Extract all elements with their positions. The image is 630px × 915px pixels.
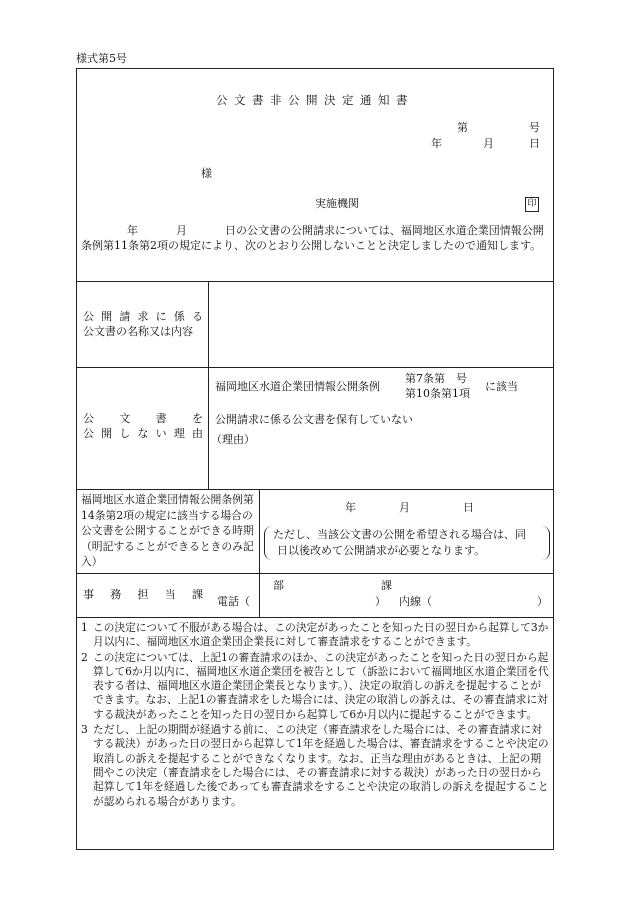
note-item: [81, 651, 549, 722]
reason-applicable: に該当: [485, 380, 518, 393]
period-day: 日: [463, 501, 474, 514]
note-text: この決定について不服がある場合は、この決定があったことを知った日の翌日から起算して3か月以内に、福岡地区水道企業団企業長に対して審査請求をすることができます。: [93, 621, 549, 649]
reason-label-line1: 公文書を: [83, 412, 203, 425]
intro-month: 月: [176, 224, 187, 237]
reason-article-1: 第7条第 号: [405, 372, 467, 385]
notice-form: [76, 68, 554, 850]
note-text: この決定については、上記1の審査請求のほか、この決定があったことを知った日の翌日から起算して6か月以内に、福岡地区水道企業団を被告として（訴訟において福岡地区水道企業団を代表する者は、福岡地区水道企業団企業長となります。）、決定の取消しの訴えを提起することができます。なお、上記1の審査請求をした場合には、決定の取消しの訴えは、その審査請求に対する裁決があったことを知った日の翌日から起算して6か月以内に提起することができます。: [93, 650, 549, 721]
doc-name-label-line2: 公文書の名称又は内容: [83, 325, 193, 338]
doc-name-field[interactable]: [211, 283, 551, 365]
note-item: [81, 621, 549, 650]
period-note-line1: ただし、当該公文書の公開を希望される場合は、同: [273, 528, 526, 541]
divider-row2: [77, 367, 553, 368]
date-day: 日: [529, 137, 540, 150]
note-number: 3: [81, 723, 88, 737]
contact-label: 事務担当課: [83, 588, 203, 601]
note-text: ただし、上記の期間が経過する前に、この決定（審査請求をした場合には、その審査請求に対する裁決）があった日の翌日から起算して1年を経過した場合は、審査請求をすることや決定の取消しの訴えを提起することができなくなります。なお、正当な理由があるときは、上記の期間やこの決定（審査請求をした場合には、その審査請求に対する裁決）があった日の翌日から起算して1年を経過した後であっても審査請求をすることや決定の取消しの訴えを提起することが認められる場合があります。: [93, 723, 549, 808]
period-year: 年: [345, 501, 356, 514]
period-note-line2: 日以後改めて公開請求が必要となります。: [277, 544, 486, 557]
doc-name-label-line1: 公開請求に係る: [83, 310, 203, 323]
reason-label: [83, 411, 203, 441]
note-item: [81, 723, 549, 809]
reason-label-line2: 公開しない理由: [83, 427, 203, 440]
contact-ext: 内線（: [399, 595, 432, 608]
reason-riyu: （理由）: [211, 433, 255, 446]
intro-year: 年: [127, 224, 138, 237]
contact-ka: 課: [381, 579, 392, 592]
intro-paragraph: [81, 223, 549, 253]
document-title: 公文書非公開決定通知書: [216, 93, 414, 107]
reason-no-holding: 公開請求に係る公文書を保有していない: [215, 413, 413, 426]
reason-article-2: 第10条第1項: [405, 387, 470, 400]
contact-tel: 電話（: [217, 595, 250, 608]
divider-row3: [77, 489, 553, 490]
contact-bu: 部: [273, 579, 284, 592]
period-label: 福岡地区水道企業団情報公開条例第14条第2項の規定に該当する場合の公文書を公開することができる時期（明記することができるときのみ記入）: [81, 493, 254, 568]
seal-mark: 印: [525, 197, 539, 212]
notes-section: [81, 621, 549, 810]
doc-name-label: [83, 309, 203, 339]
note-number: 2: [81, 650, 88, 664]
note-number: 1: [81, 621, 88, 634]
contact-ext-close: ）: [537, 595, 548, 608]
reason-ordinance: 福岡地区水道企業団情報公開条例: [215, 380, 380, 393]
agency-label: 実施機関: [315, 197, 359, 210]
divider-row4: [77, 573, 553, 574]
label-column-divider-upper: [208, 281, 209, 489]
period-month: 月: [399, 501, 410, 514]
divider-row1: [77, 281, 553, 282]
label-column-divider-lower: [259, 489, 260, 617]
number-go: 号: [529, 121, 540, 134]
form-number: 様式第5号: [76, 52, 127, 65]
intro-text: 日の公文書の公開請求については、福岡地区水道企業団情報公開条例第11条第2項の規定により、次のとおり公開しないことと決定しましたので通知します。: [81, 224, 544, 252]
addressee-suffix: 様: [201, 167, 212, 180]
date-year: 年: [431, 137, 442, 150]
date-month: 月: [483, 137, 494, 150]
contact-tel-close: ）: [375, 595, 386, 608]
number-dai: 第: [457, 121, 468, 134]
divider-notes: [77, 617, 553, 618]
